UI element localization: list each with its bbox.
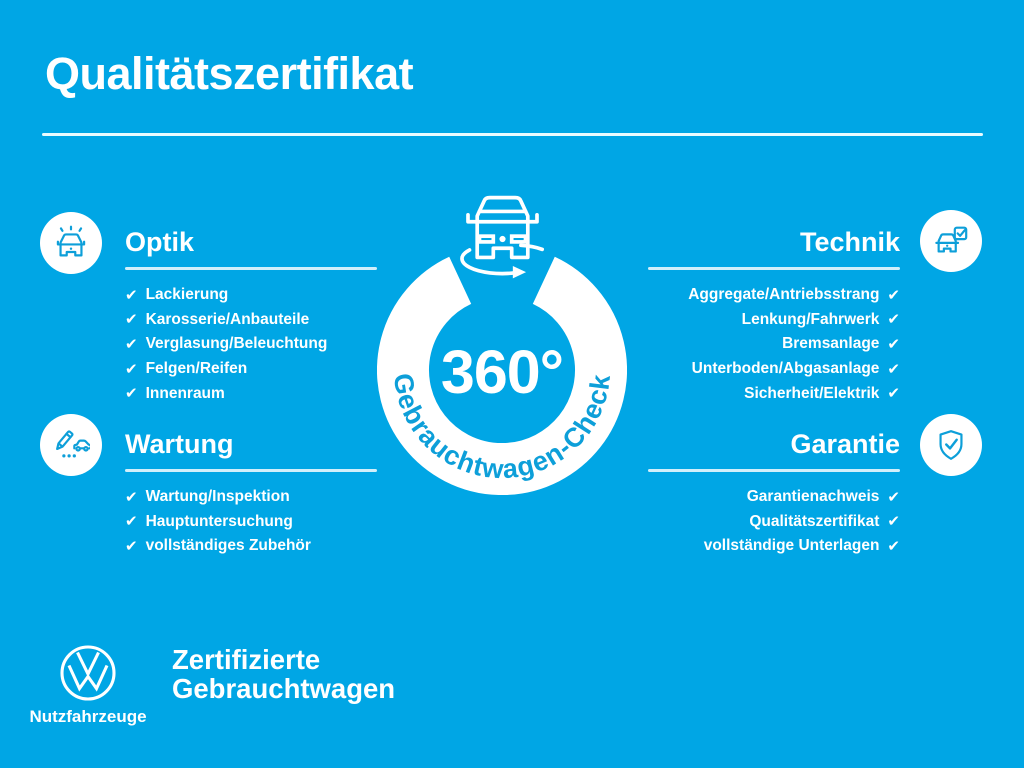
section-wartung-heading: Wartung: [125, 429, 234, 459]
list-item-label: Lackierung: [145, 286, 229, 304]
check-icon: ✔: [125, 537, 138, 555]
list-item-label: Qualitätszertifikat: [749, 512, 880, 530]
list-item: [125, 283, 377, 308]
list-item: [125, 534, 377, 559]
check-icon: ✔: [887, 537, 900, 555]
check-icon: ✔: [887, 385, 900, 403]
footer-tagline-line2: Gebrauchtwagen: [172, 672, 396, 704]
check-icon: ✔: [125, 311, 138, 329]
list-item-label: Felgen/Reifen: [145, 360, 248, 378]
list-item-label: Innenraum: [145, 384, 225, 402]
check-icon: ✔: [125, 360, 138, 378]
list-item: [648, 510, 900, 535]
list-item-label: Bremsanlage: [782, 335, 880, 353]
badge-360-value: 360°: [440, 338, 564, 406]
footer-tagline-line1: Zertifizierte: [172, 644, 321, 675]
list-item-label: Unterboden/Abgasanlage: [691, 360, 880, 378]
check-icon: ✔: [887, 311, 900, 329]
car-checklist-icon-graphic: [932, 222, 970, 260]
section-wartung-items: [125, 485, 377, 559]
list-item-label: Wartung/Inspektion: [145, 488, 290, 506]
list-item-label: Hauptuntersuchung: [145, 512, 293, 530]
car-360-icon: [445, 186, 560, 284]
shiny-car-icon: [40, 212, 102, 274]
list-item: [648, 357, 900, 382]
section-technik: [648, 227, 900, 406]
list-item: [648, 332, 900, 357]
section-optik-heading: Optik: [125, 227, 195, 257]
check-icon: ✔: [887, 360, 900, 378]
list-item-label: vollständige Unterlagen: [703, 537, 880, 555]
list-item-label: Lenkung/Fahrwerk: [741, 310, 880, 328]
list-item: [648, 308, 900, 333]
shield-check-icon: [920, 414, 982, 476]
list-item-label: Verglasung/Beleuchtung: [145, 335, 328, 353]
list-item-label: Aggregate/Antriebsstrang: [688, 286, 880, 304]
list-item-label: Sicherheit/Elektrik: [744, 384, 880, 402]
list-item-label: vollständiges Zubehör: [145, 537, 311, 555]
list-item: [125, 510, 377, 535]
list-item: [648, 485, 900, 510]
service-pencil-car-icon-graphic: [52, 426, 90, 464]
section-technik-items: [648, 283, 900, 406]
shield-check-icon-graphic: [932, 426, 970, 464]
check-icon: ✔: [125, 335, 138, 353]
page-title: Qualitätszertifikat: [45, 48, 414, 99]
check-icon: ✔: [887, 488, 900, 506]
service-pencil-car-icon: [40, 414, 102, 476]
section-optik: [125, 227, 377, 406]
section-wartung: [125, 429, 377, 559]
vw-logo: [58, 643, 118, 703]
list-item: [648, 283, 900, 308]
section-optik-underline: [125, 267, 377, 270]
check-icon: ✔: [125, 488, 138, 506]
check-icon: ✔: [887, 286, 900, 304]
check-icon: ✔: [125, 513, 138, 531]
list-item: [125, 485, 377, 510]
check-icon: ✔: [887, 513, 900, 531]
list-item-label: Karosserie/Anbauteile: [145, 310, 310, 328]
list-item: [125, 381, 377, 406]
section-optik-items: [125, 283, 377, 406]
list-item: [648, 381, 900, 406]
badge-ring-text: Gebrauchtwagen-Check: [387, 371, 617, 485]
section-garantie-heading: Garantie: [790, 429, 900, 459]
list-item-label: Garantienachweis: [746, 488, 880, 506]
section-garantie-underline: [648, 469, 900, 472]
brand-label: Nutzfahrzeuge: [29, 707, 147, 726]
check-icon: ✔: [887, 335, 900, 353]
check-icon: ✔: [125, 385, 138, 403]
title-divider: [42, 133, 983, 136]
section-technik-underline: [648, 267, 900, 270]
section-wartung-underline: [125, 469, 377, 472]
list-item: [125, 308, 377, 333]
section-garantie: [648, 429, 900, 559]
section-technik-heading: Technik: [799, 227, 900, 257]
footer-tagline: [172, 646, 395, 703]
check-icon: ✔: [125, 286, 138, 304]
list-item: [648, 534, 900, 559]
section-garantie-items: [648, 485, 900, 559]
car-checklist-icon: [920, 210, 982, 272]
list-item: [125, 332, 377, 357]
list-item: [125, 357, 377, 382]
shiny-car-icon-graphic: [52, 224, 90, 262]
